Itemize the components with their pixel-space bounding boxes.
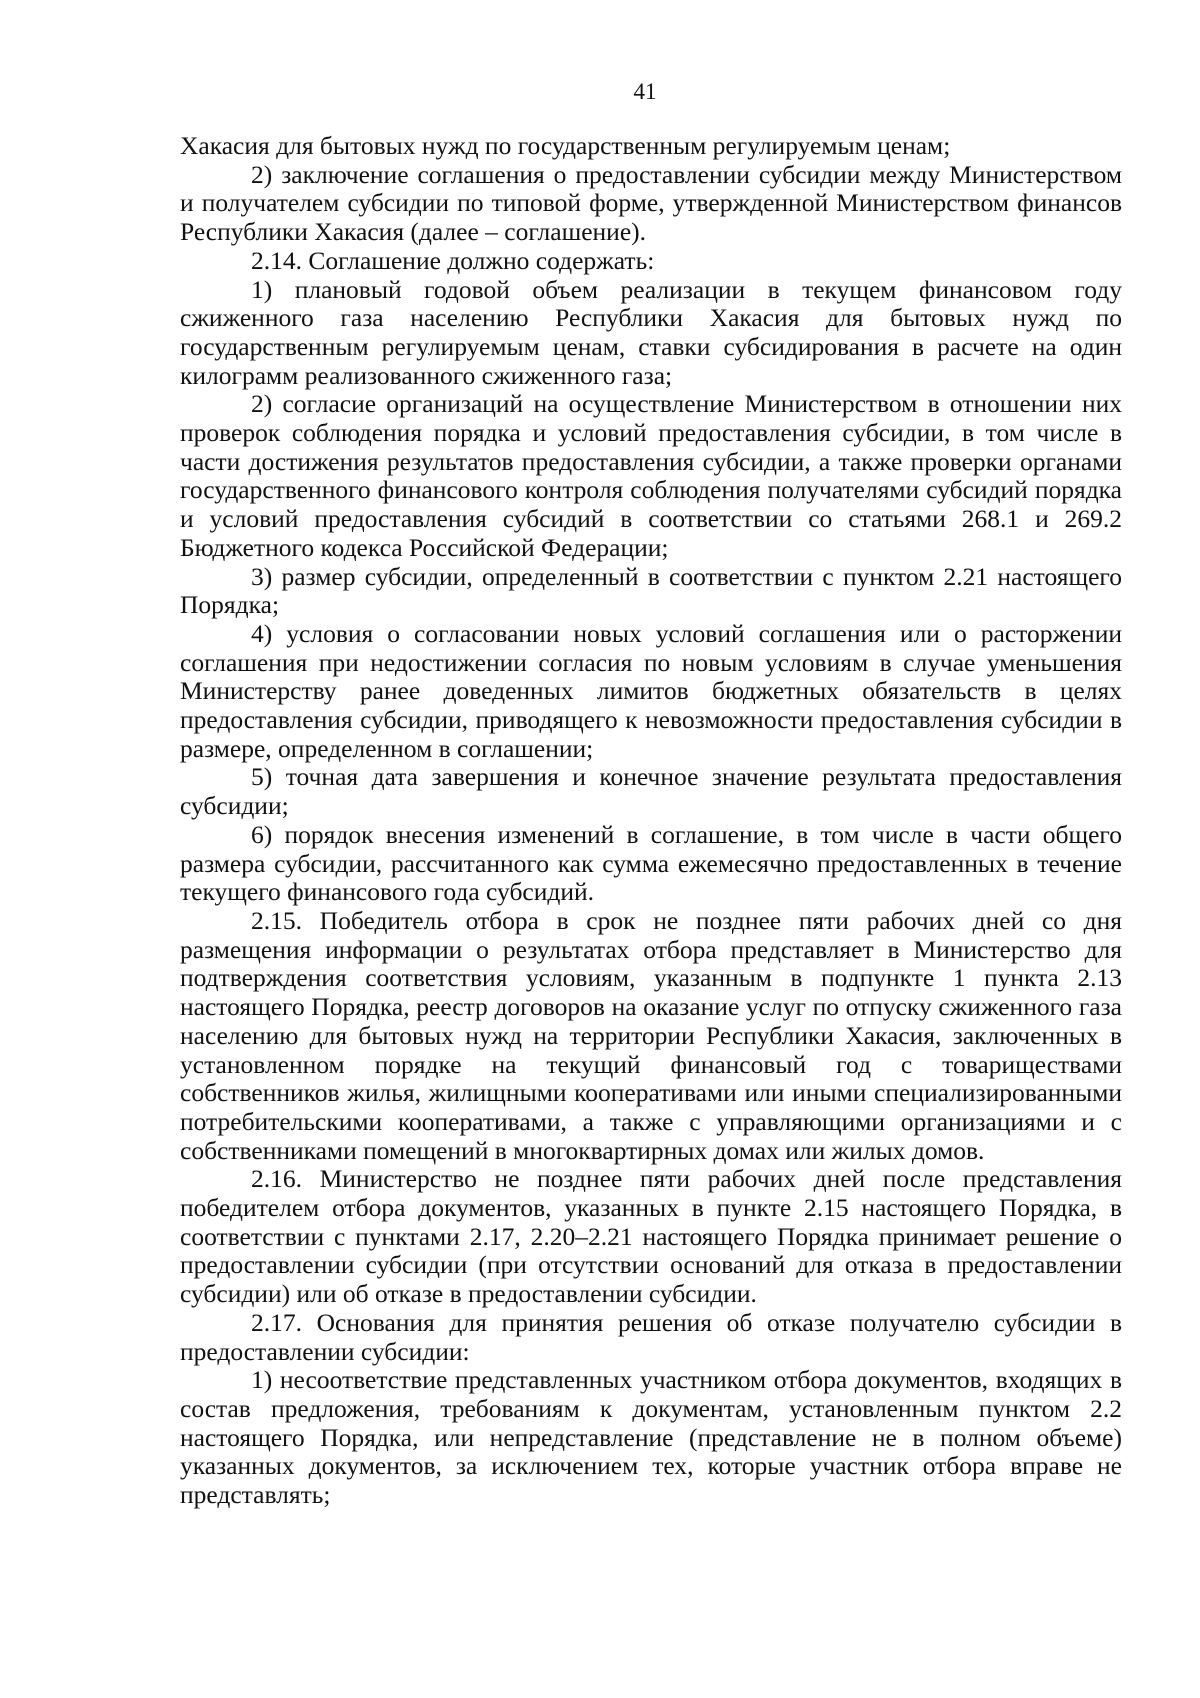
paragraph-2-14-item-1: 1) плановый годовой объем реализации в текущем финансовом году сжиженного газа населению Республики Хакасия для бытовых нужд по государственным регулируемым ценам, ставки субсидирования в расчете на один килограмм реализованного сжиженного газа; — [180, 274, 1122, 390]
paragraph-hakasiya-continuation: Хакасия для бытовых нужд по государственным регулируемым ценам; — [180, 131, 951, 160]
page-number: 41 — [633, 79, 657, 104]
paragraph-agreement-conclusion: 2) заключение соглашения о предоставлении субсидии между Министерством и получателем субсидии по типовой форме, утвержденной Министерством финансов Республики Хакасия (далее – соглашение). — [180, 159, 1122, 247]
paragraph-2-14-item-2: 2) согласие организаций на осуществление Министерством в отношении них проверок соблюдения порядка и условий предоставления субсидии, в том числе в части достижения результатов предоставления субсидии, а также проверки органами государственного финансового контроля соблюдения получателями субсидий порядка и условий предоставления субсидий в соответствии со статьями 268.1 и 269.2 Бюджетного кодекса Российской Федерации; — [180, 389, 1122, 562]
paragraph-2-17-heading: 2.17. Основания для принятия решения об отказе получателю субсидии в предоставлении субсидии: — [180, 1307, 1122, 1366]
paragraph-2-14-item-3: 3) размер субсидии, определенный в соответствии с пунктом 2.21 настоящего Порядка; — [180, 561, 1122, 620]
paragraph-2-14-item-4: 4) условия о согласовании новых условий соглашения или о расторжении соглашения при недостижении согласия по новым условиям в случае уменьшения Министерству ранее доведенных лимитов бюджетных обязательств в целях предоставления субсидии, приводящего к невозможности предоставления субсидии в размере, определенном в соглашении; — [180, 618, 1122, 763]
paragraph-2-17-item-1: 1) несоответствие представленных участником отбора документов, входящих в состав предложения, требованиям к документам, установленным пунктом 2.2 настоящего Порядка, или непредставление (представление не в полном объеме) указанных документов, за исключением тех, которые участник отбора вправе не представлять; — [180, 1365, 1122, 1510]
paragraph-2-15: 2.15. Победитель отбора в срок не позднее пяти рабочих дней со дня размещения информации о результатах отбора представляет в Министерство для подтверждения соответствия условиям, указанным в подпункте 1 пункта 2.13 настоящего Порядка, реестр договоров на оказание услуг по отпуску сжиженного газа населению для бытовых нужд на территории Республики Хакасия, заключенных в установленном порядке на текущий финансовый год с товариществами собственников жилья, жилищными кооперативами или иными специализированными потребительскими кооперативами, а также с управляющими организациями и с собственниками помещений в многоквартирных домах или жилых домов. — [180, 905, 1122, 1165]
paragraph-2-14-item-5: 5) точная дата завершения и конечное значение результата предоставления субсидии; — [180, 762, 1122, 821]
paragraph-2-14-heading: 2.14. Соглашение должно содержать: — [251, 245, 655, 275]
paragraph-2-16: 2.16. Министерство не позднее пяти рабочих дней после представления победителем отбора документов, указанных в пункте 2.15 настоящего Порядка, в соответствии с пунктами 2.17, 2.20–2.21 настоящего Порядка принимает решение о предоставлении субсидии (при отсутствии оснований для отказа в предоставлении субсидии) или об отказе в предоставлении субсидии. — [180, 1164, 1122, 1309]
paragraph-2-14-item-6: 6) порядок внесения изменений в соглашение, в том числе в части общего размера субсидии, рассчитанного как сумма ежемесячно предоставленных в течение текущего финансового года субсидий. — [180, 819, 1122, 907]
document-body — [180, 132, 1122, 1510]
